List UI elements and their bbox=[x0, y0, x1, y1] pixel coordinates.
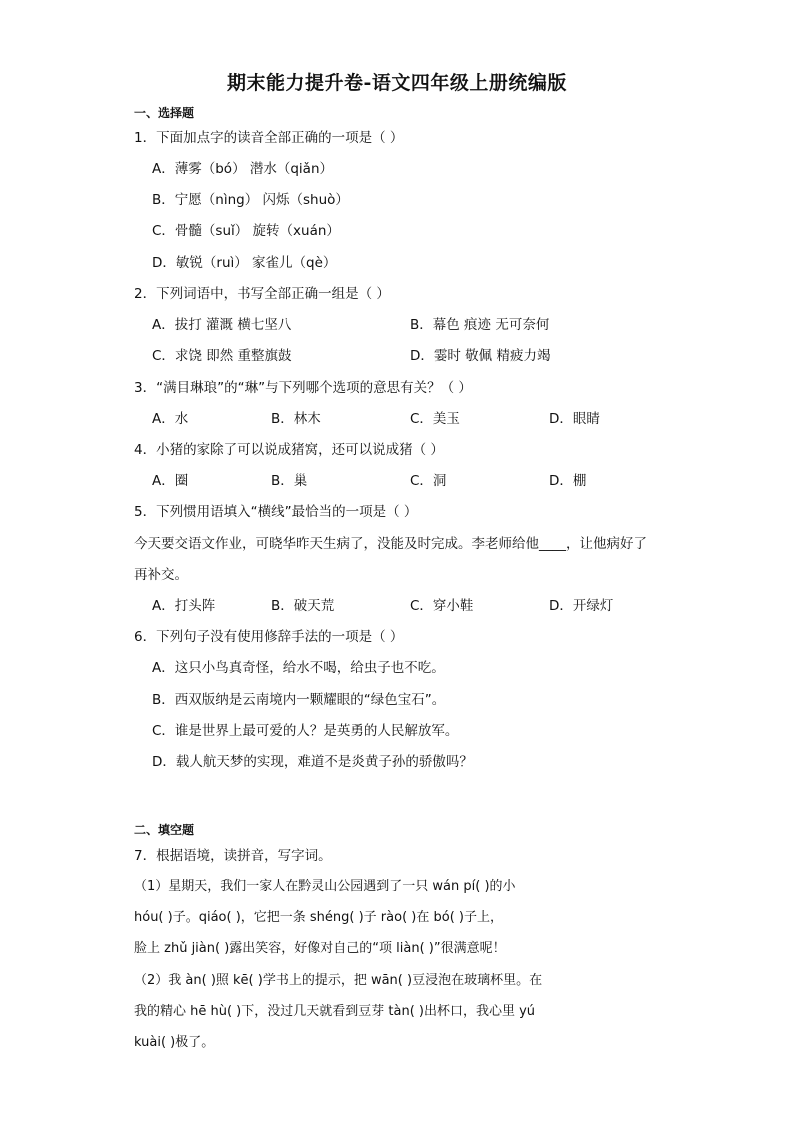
question-5-option-c: C．穿小鞋 bbox=[410, 598, 474, 614]
question-7-stem: 7．根据语境，读拼音，写字词。 bbox=[134, 848, 332, 864]
question-1-stem: 1．下面加点字的读音全部正确的一项是（ ） bbox=[134, 130, 404, 146]
question-2-option-a: A．拔打 灌溉 横七坚八 bbox=[152, 317, 292, 333]
question-2-option-b: B．幕色 痕迹 无可奈何 bbox=[410, 317, 550, 333]
question-4-option-c: C．洞 bbox=[410, 473, 447, 489]
question-2-option-d: D．霎时 敬佩 精疲力竭 bbox=[410, 348, 551, 364]
question-1-option-b: B．宁愿（nìng） 闪烁（shuò） bbox=[152, 192, 349, 208]
section-heading-fill-blank: 二、填空题 bbox=[134, 823, 195, 837]
question-4-option-b: B．巢 bbox=[271, 473, 308, 489]
question-1-option-a: A．薄雾（bó） 潜水（qiǎn） bbox=[152, 161, 334, 177]
question-6-option-d: D．载人航天梦的实现，难道不是炎黄子孙的骄傲吗？ bbox=[152, 754, 473, 770]
question-5-stem: 5．下列惯用语填入“横线”最恰当的一项是（ ） bbox=[134, 504, 418, 520]
question-2-option-c: C．求饶 即然 重整旗鼓 bbox=[152, 348, 292, 364]
question-6-option-a: A．这只小鸟真奇怪，给水不喝，给虫子也不吃。 bbox=[152, 660, 445, 676]
question-7-line-2: hóu( )子。qiáo( )，它把一条 shéng( )子 rào( )在 bó( )子上， bbox=[134, 910, 503, 925]
question-3-option-c: C．美玉 bbox=[410, 411, 460, 427]
question-1-option-c: C．骨髓（suǐ） 旋转（xuán） bbox=[152, 223, 340, 239]
question-7-line-4: （2）我 àn( )照 kē( )学书上的提示，把 wān( )豆浸泡在玻璃杯里。在 bbox=[134, 973, 543, 988]
question-7-line-1: （1）星期天，我们一家人在黔灵山公园遇到了一只 wán pí( )的小 bbox=[134, 879, 516, 894]
question-3-stem: 3．“满目琳琅”的“琳”与下列哪个选项的意思有关？（ ） bbox=[134, 380, 472, 396]
question-1-option-d: D．敏锐（ruì） 家雀儿（qè） bbox=[152, 255, 337, 271]
question-7-line-6: kuài( )极了。 bbox=[134, 1035, 215, 1050]
question-6-option-c: C．谁是世界上最可爱的人？是英勇的人民解放军。 bbox=[152, 723, 459, 739]
question-5-passage-line-1: 今天要交语文作业，可晓华昨天生病了，没能及时完成。李老师给他____，让他病好了 bbox=[134, 536, 647, 552]
question-5-option-a: A．打头阵 bbox=[152, 598, 216, 614]
question-5-passage-line-2: 再补交。 bbox=[134, 567, 188, 583]
question-4-option-d: D．棚 bbox=[549, 473, 587, 489]
question-4-stem: 4．小猪的家除了可以说成猪窝，还可以说成猪（ ） bbox=[134, 442, 444, 458]
question-6-option-b: B．西双版纳是云南境内一颗耀眼的“绿色宝石”。 bbox=[152, 692, 446, 708]
question-3-option-b: B．林木 bbox=[271, 411, 321, 427]
question-6-stem: 6．下列句子没有使用修辞手法的一项是（ ） bbox=[134, 629, 404, 645]
question-5-option-d: D．开绿灯 bbox=[549, 598, 614, 614]
question-7-line-3: 脸上 zhǔ jiàn( )露出笑容，好像对自己的“项 liàn( )”很满意呢！ bbox=[134, 941, 506, 956]
question-3-option-a: A．水 bbox=[152, 411, 189, 427]
page-title: 期末能力提升卷-语文四年级上册统编版 bbox=[227, 72, 567, 94]
question-5-option-b: B．破天荒 bbox=[271, 598, 335, 614]
section-heading-choice: 一、选择题 bbox=[134, 106, 195, 120]
question-2-stem: 2．下列词语中，书写全部正确一组是（ ） bbox=[134, 286, 390, 302]
question-4-option-a: A．圈 bbox=[152, 473, 189, 489]
question-7-line-5: 我的精心 hē hù( )下，没过几天就看到豆芽 tàn( )出杯口，我心里 yú bbox=[134, 1004, 536, 1019]
question-3-option-d: D．眼睛 bbox=[549, 411, 600, 427]
